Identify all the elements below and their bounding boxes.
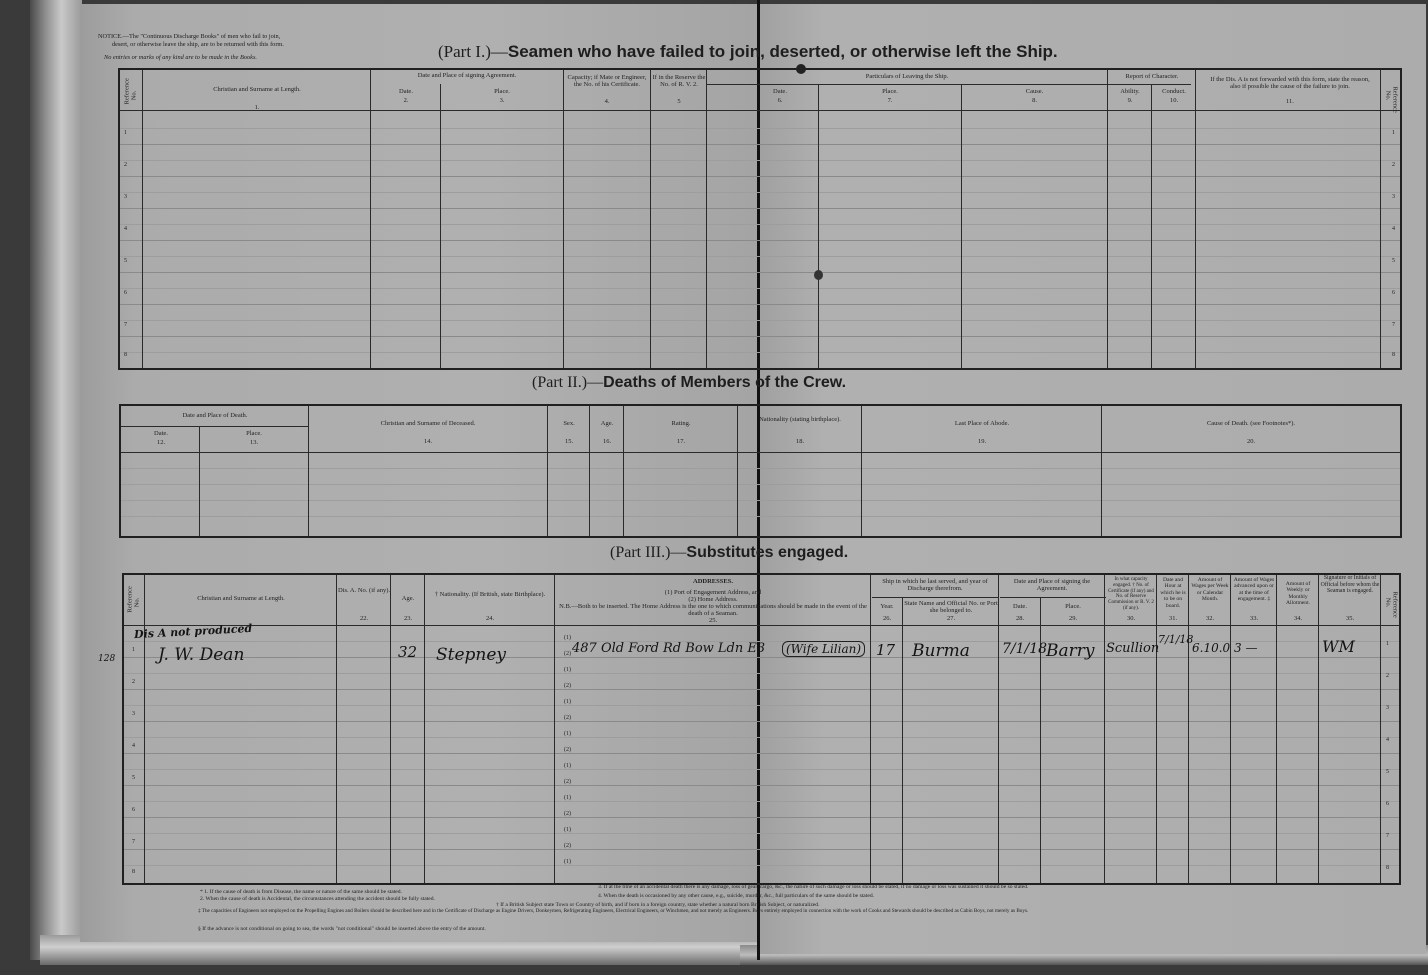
- p1-ability-num: 9.: [1127, 97, 1133, 104]
- p3-ref-header: Reference No.: [126, 586, 141, 613]
- footnote-2: 2. When the cause of death is Accidental, the circumstances attending the accident should be fully stated.: [200, 896, 435, 902]
- ink-smudge: [814, 270, 823, 280]
- p1-leaving-group: Particulars of Leaving the Ship.: [865, 73, 949, 80]
- p1-reserve-header: If in the Reserve the No. of R. V. 2.: [652, 74, 706, 89]
- entry-time-board: 7/1/18: [1158, 633, 1194, 646]
- p1-row-num-right: 1: [1392, 130, 1395, 136]
- entry-capacity: Scullion: [1106, 641, 1160, 656]
- notice-line-3: No entries or marks of any kind are to be made in the Books.: [104, 54, 257, 61]
- p1-name-num: 1.: [254, 104, 260, 111]
- p1-ref-right-header: Reference No.: [1384, 86, 1399, 113]
- p2-deceased-header: Christian and Surname of Deceased.: [380, 420, 476, 427]
- entry-address-extra: (Wife Lilian): [782, 641, 865, 657]
- part2-title-block: [532, 374, 846, 392]
- p3-disa-header: Dis. A. No. (if any).: [338, 587, 390, 594]
- footnote-3: 3. If at the time of an accidental death there is any damage, loss of gear, cargo, &c., the nature of such damage or loss should be stated, if no damage or loss was sustained it should be so stated.: [598, 884, 1029, 890]
- p1-failure-header: If the Dis. A is not forwarded with this form, state the reason, also if possible the cause of the failure to join.: [1210, 76, 1370, 91]
- p3-addresses-header: ADDRESSES.: [693, 578, 733, 585]
- p3-wages-num: 32.: [1205, 615, 1215, 622]
- p3-name-header: Christian and Surname at Length.: [197, 595, 285, 602]
- p1-row-num-right: 5: [1392, 258, 1395, 264]
- p1-reserve-num: 5: [677, 98, 681, 105]
- part1-label: (Part I.)—: [438, 42, 508, 61]
- entry-signature: WM: [1322, 637, 1355, 656]
- part2-title: Deaths of Members of the Crew.: [603, 374, 847, 391]
- part3-table: Reference No. Christian and Surname at Length. Dis. A. No. (if any). 22. Age. 23. † Nationality. (If British, state Birthplace). 24. ADDRESSES. (1) Port of Engagement Address, and (2) Home Address. N.B.—Both to be inserted. The Home Address is the one to which communications should be made in the event of the death of a Seaman. 25. Ship in which he last served, and year of Discharge therefrom. Year. 26. State Name and Official No. or Port she belonged to. 27. Date and Place of signing the Agreement. Date. 28. Place. 29. In what capacity engaged. † No. of Certificate (if any) and No. of Reserve Commission or R. V. 2 (if any). 30. Date and Hour at which he is to be on board. 31. Amount of Wages per Week or Calendar Month. 32. Amount of Wages advanced upon or at the time of engagement. ‡ 33. Amount of Weekly or Monthly Allotment. 34. Signature or Initials of Official before whom the Seaman is engaged. 35. Reference No. (1) (2) (1) (2) (1) (2) (1) (2) (1) (2) (1) (2) (1) (2) (1) 1 2 3 4 5 6 7 8 1 2 3 4 5 6 7 8 Dis A not produced J. W. Dean 32 Stepney 487 Old Ford Rd Bow Ldn E3 (Wife Lilian) 17 Burma 7/1/18 Barry Scullion 7/1/18 6.10.0 3 — WM: [122, 573, 1401, 885]
- p3-age-num: 23.: [403, 615, 413, 622]
- p1-conduct-num: 10.: [1169, 97, 1179, 104]
- p2-rating-header: Rating.: [671, 420, 691, 427]
- part3-title-block: [610, 544, 848, 562]
- p1-row-num-right: 3: [1392, 194, 1395, 200]
- footnote-7: § If the advance is not conditional on going to sea, the words "not conditional" should be inserted above the entry of the amount.: [198, 926, 486, 932]
- p1-row-num-right: 7: [1392, 322, 1395, 328]
- p3-row-num: 7: [132, 839, 135, 845]
- p1-row-num-right: 2: [1392, 162, 1395, 168]
- p2-nationality-num: 18.: [795, 438, 805, 445]
- p3-row-num: 4: [132, 743, 135, 749]
- entry-note-stamp: Dis A not produced: [133, 621, 253, 642]
- p3-year-num: 26.: [882, 615, 892, 622]
- p1-capacity-header: Capacity; if Mate or Engineer, the No. of his Certificate.: [567, 74, 647, 89]
- p3-row-num: 1: [132, 647, 135, 653]
- page-edge-left: [30, 0, 82, 960]
- p1-row-num-right: 8: [1392, 352, 1395, 358]
- p2-abode-header: Last Place of Abode.: [954, 420, 1010, 427]
- entry-address: 487 Old Ford Rd Bow Ldn E3: [572, 641, 766, 656]
- p1-place-header: Place.: [494, 88, 510, 95]
- p3-signature-num: 35.: [1345, 615, 1355, 622]
- footnote-6: ‡ The capacities of Engineers not employed on the Propelling Engines and Boilers should be described here and in the Certificate of Discharge as Engine Drivers, Donkeymen, Refrigerating Engineers, Electrical Engineers, or Winchmen, and not merely as Engineers. Boys entirely employed in connection with the work of Cooks and Stewards should be described as Cabin Boys, not merely as Boys.: [198, 908, 1029, 914]
- p1-conduct-header: Conduct.: [1162, 88, 1186, 95]
- footnote-5: † If a British Subject state Town or Country of birth, and if born in a foreign country, state whether a natural born British Subject, or naturalized.: [496, 902, 820, 908]
- p3-signing-group: Date and Place of signing the Agreement.: [1013, 578, 1091, 593]
- p3-addr2-header: (2) Home Address.: [688, 596, 738, 603]
- p3-row-num-right: 2: [1386, 673, 1389, 679]
- p1-ref-header: Reference No.: [123, 78, 138, 105]
- p2-rating-num: 17.: [676, 438, 686, 445]
- p3-row-num-right: 5: [1386, 769, 1389, 775]
- footnote-1: * 1. If the cause of death is from Disease, the name or nature of the same should be stated.: [200, 889, 402, 895]
- notice-line-1: NOTICE.—The "Continuous Discharge Books" of men who fail to join,: [98, 33, 281, 40]
- part1-title-block: [438, 42, 1058, 62]
- p2-cause-header: Cause of Death. (see Footnotes*).: [1206, 420, 1296, 427]
- p3-row-num-right: 3: [1386, 705, 1389, 711]
- p3-wages-header: Amount of Wages per Week or Calendar Month.: [1191, 577, 1229, 603]
- p3-nationality-header: † Nationality. (If British, state Birthplace).: [434, 591, 546, 598]
- p3-row-num: 6: [132, 807, 135, 813]
- p1-leave-place-header: Place.: [882, 88, 898, 95]
- part1-table: [118, 68, 1402, 370]
- p3-row-num: 2: [132, 679, 135, 685]
- p1-capacity-num: 4.: [604, 98, 610, 105]
- p3-sign-date-num: 28.: [1015, 615, 1025, 622]
- p3-ref-right-header: Reference No.: [1384, 591, 1399, 618]
- p2-deceased-num: 14.: [423, 438, 433, 445]
- p2-nationality-header: Nationality (stating birthplace).: [759, 416, 841, 423]
- p1-name-header: Christian and Surname at Length.: [213, 86, 301, 93]
- p1-row-num: 4: [124, 226, 127, 232]
- part2-table: [119, 404, 1402, 538]
- p1-leave-date-header: Date.: [773, 88, 787, 95]
- p3-capacity-num: 30.: [1126, 615, 1136, 622]
- p3-signature-header: Signature or Initials of Official before whom the Seaman is engaged.: [1320, 575, 1380, 595]
- p3-ship-state-num: 27.: [946, 615, 956, 622]
- p3-row-num-right: 7: [1386, 833, 1389, 839]
- p3-year-header: Year.: [880, 603, 894, 610]
- p1-leave-place-num: 7.: [887, 97, 893, 104]
- p2-date-num: 12.: [156, 439, 166, 446]
- p1-place-num: 3.: [499, 97, 505, 104]
- part3-title: Substitutes engaged.: [686, 544, 849, 561]
- p1-ability-header: Ability.: [1120, 88, 1140, 95]
- entry-nationality: Stepney: [436, 645, 507, 665]
- p2-age-header: Age.: [600, 420, 614, 427]
- entry-age: 32: [398, 643, 418, 661]
- p1-character-group: Report of Character.: [1125, 73, 1179, 80]
- p1-signing-group: Date and Place of signing Agreement.: [417, 72, 517, 79]
- p3-allotment-header: Amount of Weekly or Monthly Allotment.: [1285, 581, 1311, 607]
- p3-addr1-header: (1) Port of Engagement Address, and: [664, 589, 762, 596]
- p1-row-num: 5: [124, 258, 127, 264]
- p3-row-num: 8: [132, 869, 135, 875]
- p1-row-num-right: 6: [1392, 290, 1395, 296]
- p2-age-num: 16.: [602, 438, 612, 445]
- p3-row-num-right: 1: [1386, 641, 1389, 647]
- entry-advance: 3 —: [1234, 641, 1258, 655]
- entry-place: Barry: [1046, 641, 1095, 661]
- p1-date-num: 2.: [403, 97, 409, 104]
- p3-allotment-num: 34.: [1293, 615, 1303, 622]
- p3-advance-num: 33.: [1249, 615, 1259, 622]
- part2-label: (Part II.)—: [532, 374, 604, 391]
- p3-row-num: 5: [132, 775, 135, 781]
- p3-row-num: 3: [132, 711, 135, 717]
- p3-sign-place-header: Place.: [1065, 603, 1081, 610]
- p3-nationality-num: 24.: [485, 615, 495, 622]
- p2-place-num: 13.: [249, 439, 259, 446]
- p1-cause-header: Cause.: [1025, 88, 1044, 95]
- p1-row-num: 2: [124, 162, 127, 168]
- p3-time-board-num: 31.: [1168, 615, 1178, 622]
- entry-year: 17: [876, 641, 896, 659]
- p3-capacity-header: In what capacity engaged. † No. of Certificate (if any) and No. of Reserve Commission or R. V. 2 (if any).: [1108, 577, 1154, 611]
- p3-addr-nb: N.B.—Both to be inserted. The Home Address is the one to which communications should be made in the event of the death of a Seaman.: [559, 603, 867, 618]
- entry-name: J. W. Dean: [158, 645, 245, 665]
- p3-disa-num: 22.: [359, 615, 369, 622]
- p3-sign-date-header: Date.: [1013, 603, 1027, 610]
- p1-row-num-right: 4: [1392, 226, 1395, 232]
- p2-sex-header: Sex.: [563, 420, 575, 427]
- p3-time-board-header: Date and Hour at which he is to be on board.: [1160, 577, 1186, 609]
- p1-row-num: 8: [124, 352, 127, 358]
- p3-advance-header: Amount of Wages advanced upon or at the time of engagement. ‡: [1233, 577, 1275, 603]
- entry-date: 7/1/18: [1002, 641, 1048, 657]
- p2-date-header: Date.: [154, 430, 168, 437]
- part3-label: (Part III.)—: [610, 544, 687, 561]
- part1-title: Seamen who have failed to join, deserted, or otherwise left the Ship.: [507, 42, 1058, 61]
- p2-sex-num: 15.: [564, 438, 574, 445]
- p1-cause-num: 8.: [1032, 97, 1037, 104]
- p3-sign-place-num: 29.: [1068, 615, 1078, 622]
- footnote-4: 4. When the death is occasioned by any other cause, e.g., suicide, murder, &c., full particulars of the same should be stated.: [598, 893, 875, 899]
- p1-row-num: 6: [124, 290, 127, 296]
- p2-date-place-group: Date and Place of Death.: [182, 412, 248, 419]
- rivet-dot: [796, 64, 806, 74]
- p1-failure-num: 11.: [1286, 98, 1294, 105]
- entry-ship: Burma: [912, 641, 970, 661]
- notice-line-2: desert, or otherwise leave the ship, are to be returned with this form.: [112, 41, 284, 48]
- p3-addr-num: 25.: [708, 617, 718, 624]
- p3-ship-state-header: State Name and Official No. or Port she belonged to.: [904, 600, 998, 615]
- p3-ship-group: Ship in which he last served, and year of Discharge therefrom.: [882, 578, 988, 593]
- p3-age-header: Age.: [401, 595, 415, 602]
- p1-row-num: 1: [124, 130, 127, 136]
- p2-abode-num: 19.: [977, 438, 987, 445]
- p1-row-num: 7: [124, 322, 127, 328]
- p2-place-header: Place.: [246, 430, 262, 437]
- p1-leave-date-num: 6.: [777, 97, 783, 104]
- p1-date-header: Date.: [399, 88, 413, 95]
- p3-row-num-right: 8: [1386, 865, 1389, 871]
- margin-number: 128: [98, 654, 116, 664]
- entry-wages: 6.10.0: [1192, 641, 1231, 655]
- p1-row-num: 3: [124, 194, 127, 200]
- p2-cause-num: 20.: [1246, 438, 1256, 445]
- p3-row-num-right: 6: [1386, 801, 1389, 807]
- p3-row-num-right: 4: [1386, 737, 1389, 743]
